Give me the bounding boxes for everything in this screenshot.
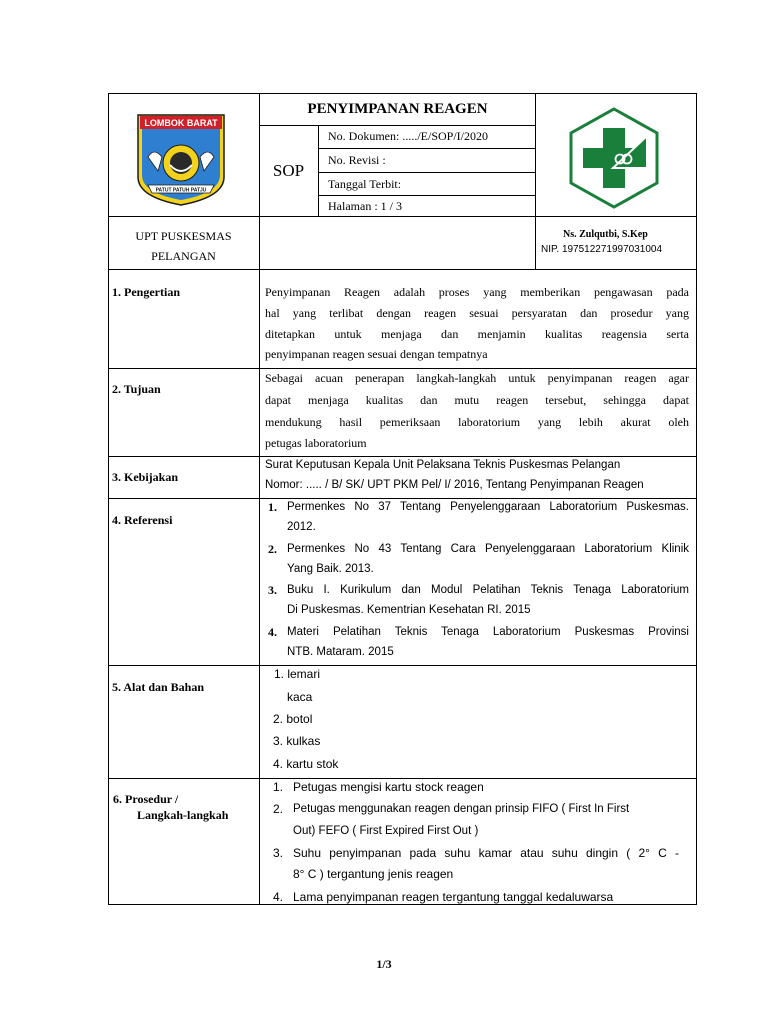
tujuan-line: Sebagai acuan penerapan langkah-langkah untuk penyimpanan reagen agar xyxy=(265,371,689,385)
tujuan-line: dapat menjaga kualitas dan mutu reagen tersebut, sehingga dapat xyxy=(265,393,689,407)
reference-text: Permenkes No 37 Tentang Penyelenggaraan Laboratorium Puskesmas. xyxy=(287,501,689,513)
puskesmas-hexagon-logo xyxy=(567,106,661,210)
column-divider xyxy=(259,93,260,905)
reference-text: Di Puskesmas. Kementrian Kesehatan RI. 2015 xyxy=(287,604,531,616)
material-item: 1. lemari xyxy=(274,667,321,681)
org-name-line2: PELANGAN xyxy=(151,249,216,263)
procedure-text: 8° C ) tergantung jenis reagen xyxy=(293,867,454,881)
section-label-prosedur: 6. Prosedur / xyxy=(113,792,179,806)
sop-label: SOP xyxy=(272,161,305,180)
org-name-line1: UPT PUSKESMAS xyxy=(135,229,232,243)
procedure-number: 4. xyxy=(273,890,284,904)
row-divider xyxy=(108,665,697,666)
pengertian-line: penyimpanan reagen sesuai dengan tempatnya xyxy=(265,347,488,361)
svg-text:PATUT PATUH PATJU: PATUT PATUH PATJU xyxy=(155,187,207,194)
signer-nip: NIP. 197512271997031004 xyxy=(541,244,663,255)
procedure-text: Out) FEFO ( First Expired First Out ) xyxy=(293,825,479,837)
pengertian-line: ditetapkan untuk menjaga dan menjamin kualitas reagensia serta xyxy=(265,327,689,341)
signer-name: Ns. Zulqutbi, S.Kep xyxy=(563,229,648,240)
material-item: kaca xyxy=(287,690,313,704)
reference-number: 2. xyxy=(268,542,277,556)
reference-text: Permenkes No 43 Tentang Cara Penyelenggaraan Laboratorium Klinik xyxy=(287,543,689,555)
page-number: 1/3 xyxy=(376,957,392,971)
reference-number: 4. xyxy=(268,625,277,639)
row-divider xyxy=(108,269,697,270)
reference-text: Materi Pelatihan Teknis Tenaga Laboratorium Puskesmas Provinsi xyxy=(287,626,689,638)
section-label-referensi: 4. Referensi xyxy=(112,513,173,527)
section-label-kebijakan: 3. Kebijakan xyxy=(112,470,179,484)
doc-row-divider xyxy=(318,148,536,149)
reference-text: Buku I. Kurikulum dan Modul Pelatihan Teknis Tenaga Laboratorium xyxy=(287,584,689,596)
material-item: 4. kartu stok xyxy=(273,757,339,771)
title-divider xyxy=(259,125,536,126)
row-divider xyxy=(108,368,697,369)
tujuan-line: mendukung hasil pemeriksaan laboratorium yang lebih akurat oleh xyxy=(265,415,689,429)
page-field: Halaman : 1 / 3 xyxy=(328,199,402,213)
tujuan-line: petugas laboratorium xyxy=(265,436,367,450)
lombok-barat-crest-logo xyxy=(134,111,228,207)
reference-number: 3. xyxy=(268,583,277,597)
procedure-text: Lama penyimpanan reagen tergantung tanggal kedaluwarsa xyxy=(293,890,614,904)
doc-row-divider xyxy=(318,172,536,173)
reference-text: 2012. xyxy=(287,521,316,533)
sop-divider xyxy=(318,125,319,216)
reference-number: 1. xyxy=(268,500,277,514)
procedure-text: Petugas menggunakan reagen dengan prinsip FIFO ( First In First xyxy=(293,803,630,815)
row-divider xyxy=(108,456,697,457)
reference-text: Yang Baik. 2013. xyxy=(287,563,374,575)
section-label-alat-bahan: 5. Alat dan Bahan xyxy=(112,680,205,694)
revision-field: No. Revisi : xyxy=(328,153,386,167)
section-label-prosedur-line2: Langkah-langkah xyxy=(137,808,229,822)
procedure-text: Suhu penyimpanan pada suhu kamar atau suhu dingin ( 2° C - xyxy=(293,846,679,860)
doc-row-divider xyxy=(318,195,536,196)
procedure-text: Petugas mengisi kartu stock reagen xyxy=(293,780,484,794)
svg-text:LOMBOK BARAT: LOMBOK BARAT xyxy=(144,118,218,128)
row-divider xyxy=(108,778,697,779)
header-right-divider xyxy=(535,93,536,269)
material-item: 2. botol xyxy=(273,712,313,726)
kebijakan-line: Nomor: ..... / B/ SK/ UPT PKM Pel/ I/ 2016, Tentang Penyimpanan Reagen xyxy=(265,479,644,491)
reference-text: NTB. Mataram. 2015 xyxy=(287,646,394,658)
section-label-pengertian: 1. Pengertian xyxy=(112,285,180,299)
procedure-number: 2. xyxy=(273,802,284,816)
material-item: 3. kulkas xyxy=(273,734,321,748)
issue-date-field: Tanggal Terbit: xyxy=(328,177,402,191)
doc-number-field: No. Dokumen: ...../E/SOP/I/2020 xyxy=(328,129,489,143)
procedure-number: 1. xyxy=(273,780,284,794)
kebijakan-line: Surat Keputusan Kepala Unit Pelaksana Teknis Puskesmas Pelangan xyxy=(265,459,621,471)
section-label-tujuan: 2. Tujuan xyxy=(112,382,161,396)
row-divider xyxy=(108,498,697,499)
procedure-number: 3. xyxy=(273,846,284,860)
document-title: PENYIMPANAN REAGEN xyxy=(307,101,488,117)
pengertian-line: hal yang terlibat dengan reagen sesuai persyaratan dan prosedur yang xyxy=(265,306,689,320)
pengertian-line: Penyimpanan Reagen adalah proses yang memberikan pengawasan pada xyxy=(265,285,689,299)
header-divider xyxy=(108,216,697,217)
